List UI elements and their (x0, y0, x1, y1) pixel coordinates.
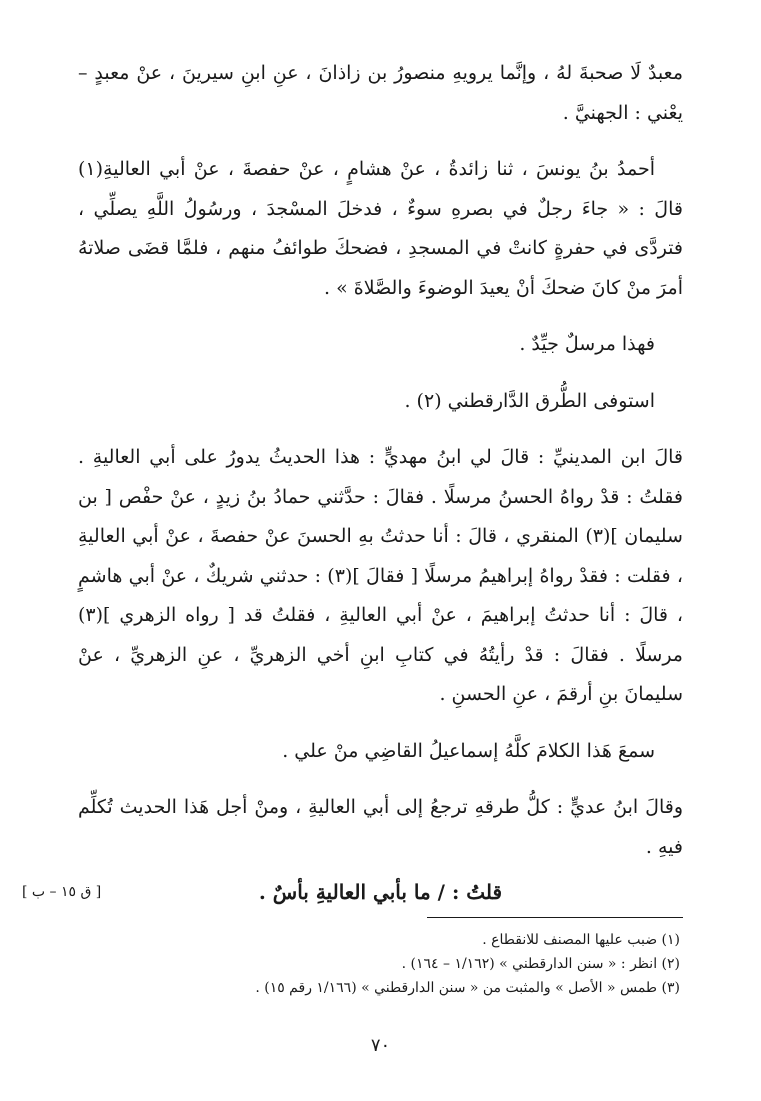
footnotes (78, 928, 683, 1000)
footnote-1: (١) ضبب عليها المصنف للانقطاع . (482, 932, 680, 948)
paragraph-7: وقالَ ابنُ عديٍّ : كلُّ طرقهِ ترجعُ إلى أبي العاليةِ ، ومنْ أجل هَذا الحديث تُكلِّم فيهِ . (78, 796, 683, 858)
paragraph-3: فهذا مرسلٌ جيِّدٌ . (519, 333, 655, 355)
paragraph-5: قالَ ابن المدينيِّ : قالَ لي ابنُ مهديٍّ : هذا الحديثُ يدورُ على أبي العاليةِ . فقلتُ : قدْ رواهُ الحسنُ مرسلًا . فقالَ : حدَّثني حمادُ بنُ زيدٍ ، عنْ حفْص [ بن سليمان ](٣) المنقري ، قالَ : أنا حدثتُ بهِ الحسنَ عنْ حفصةَ ، عنْ أبي العاليةِ ، فقلت : فقدْ رواهُ إبراهيمُ مرسلًا [ فقالَ ](٣) : حدثني شريكٌ ، عنْ أبي هاشمٍ ، قالَ : أنا حدثتُ إبراهيمَ ، عنْ أبي العاليةِ ، فقلتُ قد [ رواه الزهري ](٣) مرسلًا . فقالَ : قدْ رأيتُهُ في كتابِ ابنِ أخي الزهريِّ ، عنِ الزهريِّ ، عنْ سليمانَ بنِ أرقمَ ، عنِ الحسنِ . (78, 446, 683, 705)
paragraph-2: أحمدُ بنُ يونسَ ، ثنا زائدةُ ، عنْ هشامٍ ، عنْ حفصةَ ، عنْ أبي العاليةِ(١) قالَ : « جاءَ رجلٌ في بصرهِ سوءٌ ، فدخلَ المسْجدَ ، ورسُولُ اللَّهِ يصلِّي ، فتردَّى في حفرةٍ كانتْ في المسجدِ ، فضحكَ طوائفُ منهم ، فلمَّا قضَى صلاتهُ أمرَ منْ كانَ ضحكَ أنْ يعيدَ الوضوءَ والصَّلاةَ » . (78, 158, 683, 299)
paragraph-4: استوفى الطُّرق الدَّارقطني (٢) . (404, 389, 655, 412)
footnote-2: (٢) انظر : « سنن الدارقطني » (١/١٦٢ – ١٦٤) . (401, 956, 680, 972)
page-number: ٧٠ (370, 1035, 391, 1056)
main-text (22, 54, 683, 913)
paragraph-6: سمعَ هَذا الكلامَ كلَّهُ إسماعيلُ القاضِي منْ علي . (282, 739, 655, 762)
footnote-separator (427, 917, 683, 918)
manuscript-folio-reference: [ ق ١٥ – ب ] (22, 884, 102, 900)
footnote-3: (٣) طمس « الأصل » والمثبت من « سنن الدارقطني » (١/١٦٦ رقم ١٥) . (255, 980, 680, 996)
conclusion-line (22, 873, 683, 913)
conclusion-text: قلتُ : / ما بأبي العاليةِ بأسٌ . (258, 880, 503, 904)
paragraph-1: معبدٌ لَا صحبةَ لهُ ، وإنَّما يرويهِ منصورُ بن زاذانَ ، عنِ ابنِ سيرينَ ، عنْ معبدٍ – يعْني : الجهنيَّ . (78, 62, 683, 124)
